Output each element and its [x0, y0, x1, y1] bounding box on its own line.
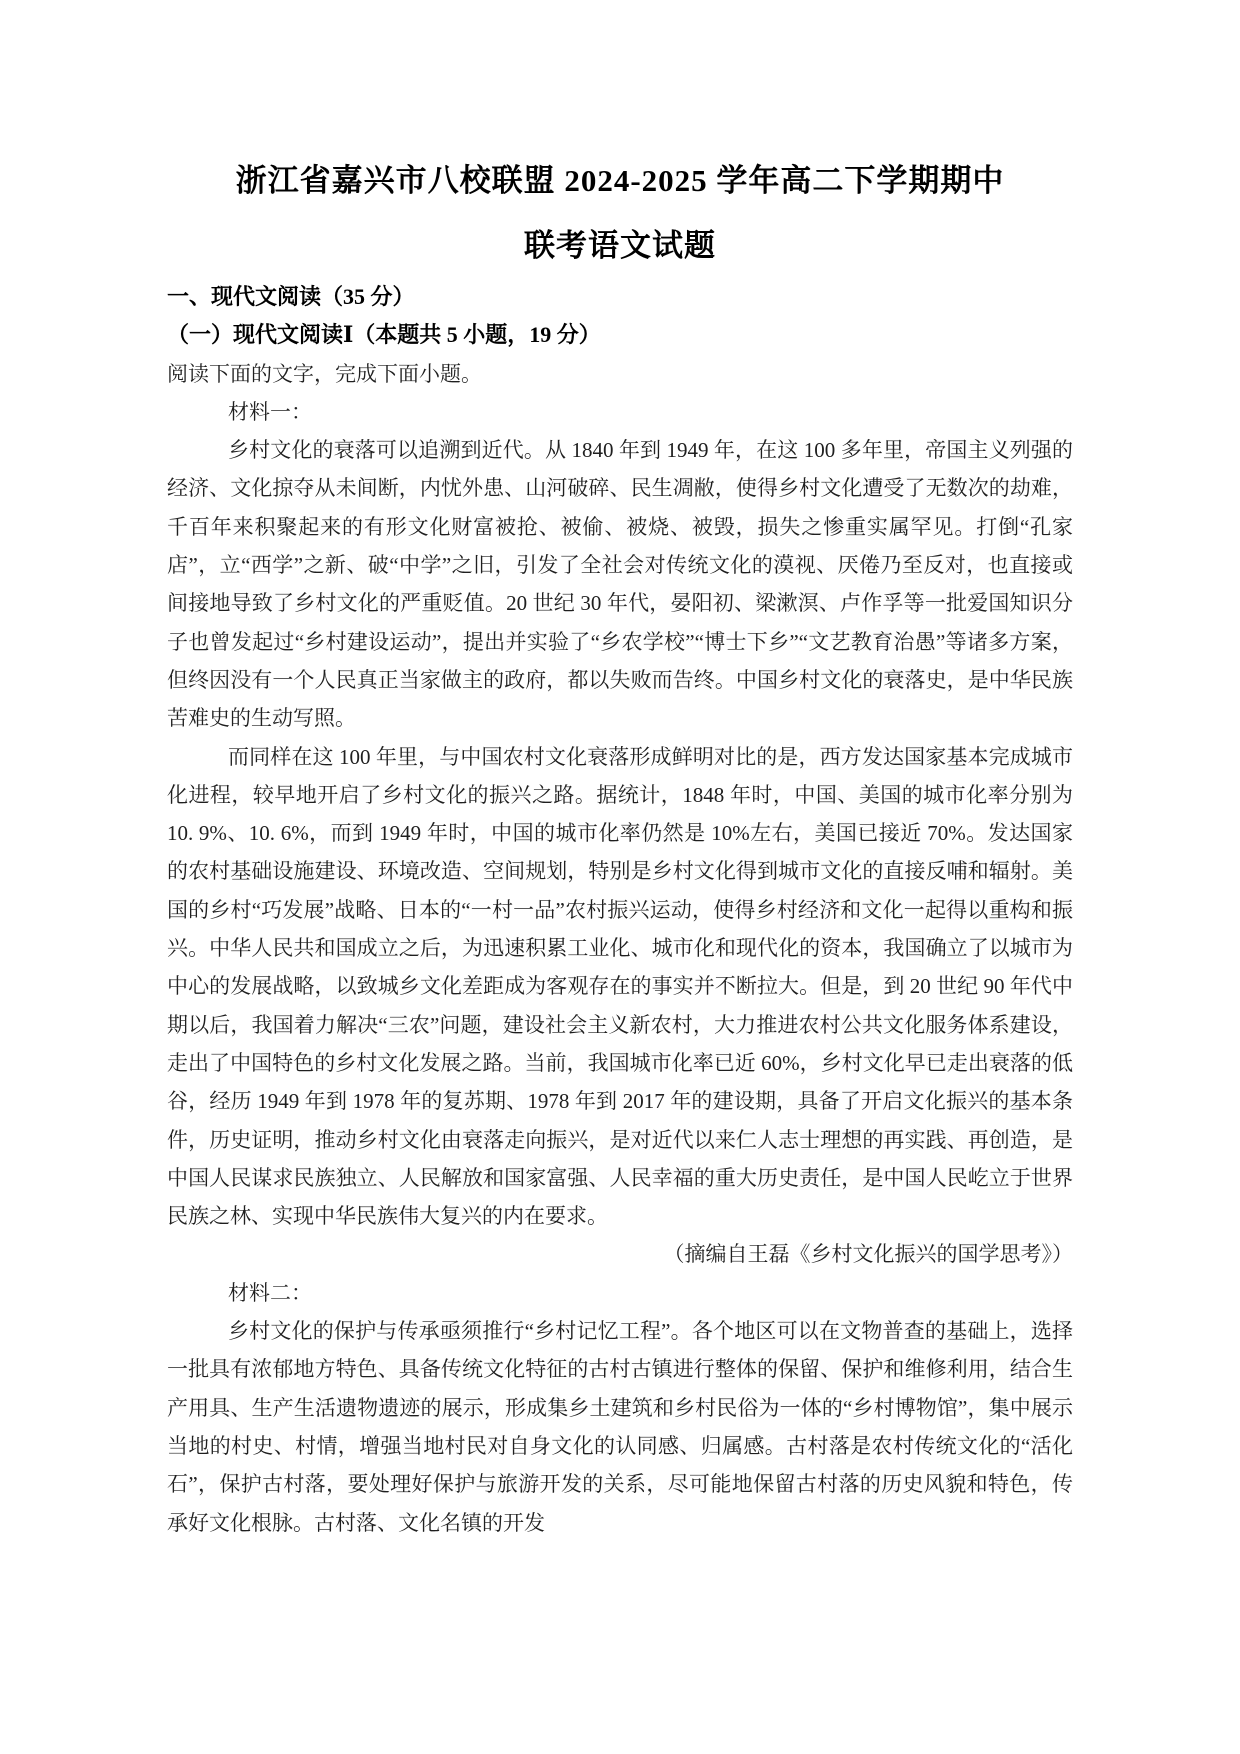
- material-1-paragraph-1: 乡村文化的衰落可以追溯到近代。从 1840 年到 1949 年，在这 100 多年里，帝国主义列强的经济、文化掠夺从未间断，内忧外患、山河破碎、民生凋敝，使得乡村文化遭受了无数次的劫难，千百年来积聚起来的有形文化财富被抢、被偷、被烧、被毁，损失之惨重实属罕见。打倒“孔家店”，立“西学”之新、破“中学”之旧，引发了全社会对传统文化的漠视、厌倦乃至反对，也直接或间接地导致了乡村文化的严重贬值。20 世纪 30 年代，晏阳初、梁漱溟、卢作孚等一批爱国知识分子也曾发起过“乡村建设运动”，提出并实验了“乡农学校”“博士下乡”“文艺教育治愚”等诸多方案，但终因没有一个人民真正当家做主的政府，都以失败而告终。中国乡村文化的衰落史，是中华民族苦难史的生动写照。: [167, 438, 1073, 731]
- section-heading: 一、现代文阅读（35 分）: [167, 284, 415, 309]
- page-content: [167, 148, 1073, 1542]
- material-1-paragraph-2: 而同样在这 100 年里，与中国农村文化衰落形成鲜明对比的是，西方发达国家基本完成城市化进程，较早地开启了乡村文化的振兴之路。据统计，1848 年时，中国、美国的城市化率分别为 10. 9%、10. 6%，而到 1949 年时，中国的城市化率仍然是 10%左右，美国已接近 70%。发达国家的农村基础设施建设、环境改造、空间规划，特别是乡村文化得到城市文化的直接反哺和辐射。美国的乡村“巧发展”战略、日本的“一村一品”农村振兴运动，使得乡村经济和文化一起得以重构和振兴。中华人民共和国成立之后，为迅速积累工业化、城市化和现代化的资本，我国确立了以城市为中心的发展战略，以致城乡文化差距成为客观存在的事实并不断拉大。但是，到 20 世纪 90 年代中期以后，我国着力解决“三农”问题，建设社会主义新农村，大力推进农村公共文化服务体系建设，走出了中国特色的乡村文化发展之路。当前，我国城市化率已近 60%，乡村文化早已走出衰落的低谷，经历 1949 年到 1978 年的复苏期、1978 年到 2017 年的建设期，具备了开启文化振兴的基本条件，历史证明，推动乡村文化由衰落走向振兴，是对近代以来仁人志士理想的再实践、再创造，是中国人民谋求民族独立、人民解放和国家富强、人民幸福的重大历史责任，是中国人民屹立于世界民族之林、实现中华民族伟大复兴的内在要求。: [167, 744, 1073, 1229]
- reading-instruction: 阅读下面的文字，完成下面小题。: [167, 361, 482, 386]
- source-attribution: （摘编自王磊《乡村文化振兴的国学思考》）: [663, 1242, 1073, 1267]
- document-title-line-2: 联考语文试题: [524, 228, 716, 263]
- material-2-paragraph-1: 乡村文化的保护与传承亟须推行“乡村记忆工程”。各个地区可以在文物普查的基础上，选择一批具有浓郁地方特色、具备传统文化特征的古村古镇进行整体的保留、保护和维修利用，结合生产用具、生产生活遗物遗迹的展示，形成集乡土建筑和乡村民俗为一体的“乡村博物馆”，集中展示当地的村史、村情，增强当地村民对自身文化的认同感、归属感。古村落是农村传统文化的“活化石”，保护古村落，要处理好保护与旅游开发的关系，尽可能地保留古村落的历史风貌和特色，传承好文化根脉。古村落、文化名镇的开发: [167, 1319, 1073, 1535]
- subsection-heading: （一）现代文阅读Ⅰ（本题共 5 小题，19 分）: [167, 322, 601, 348]
- material-2-label: 材料二：: [228, 1280, 312, 1305]
- document-title-line-1: 浙江省嘉兴市八校联盟 2024-2025 学年高二下学期期中: [235, 163, 1005, 198]
- material-1-label: 材料一：: [228, 399, 312, 424]
